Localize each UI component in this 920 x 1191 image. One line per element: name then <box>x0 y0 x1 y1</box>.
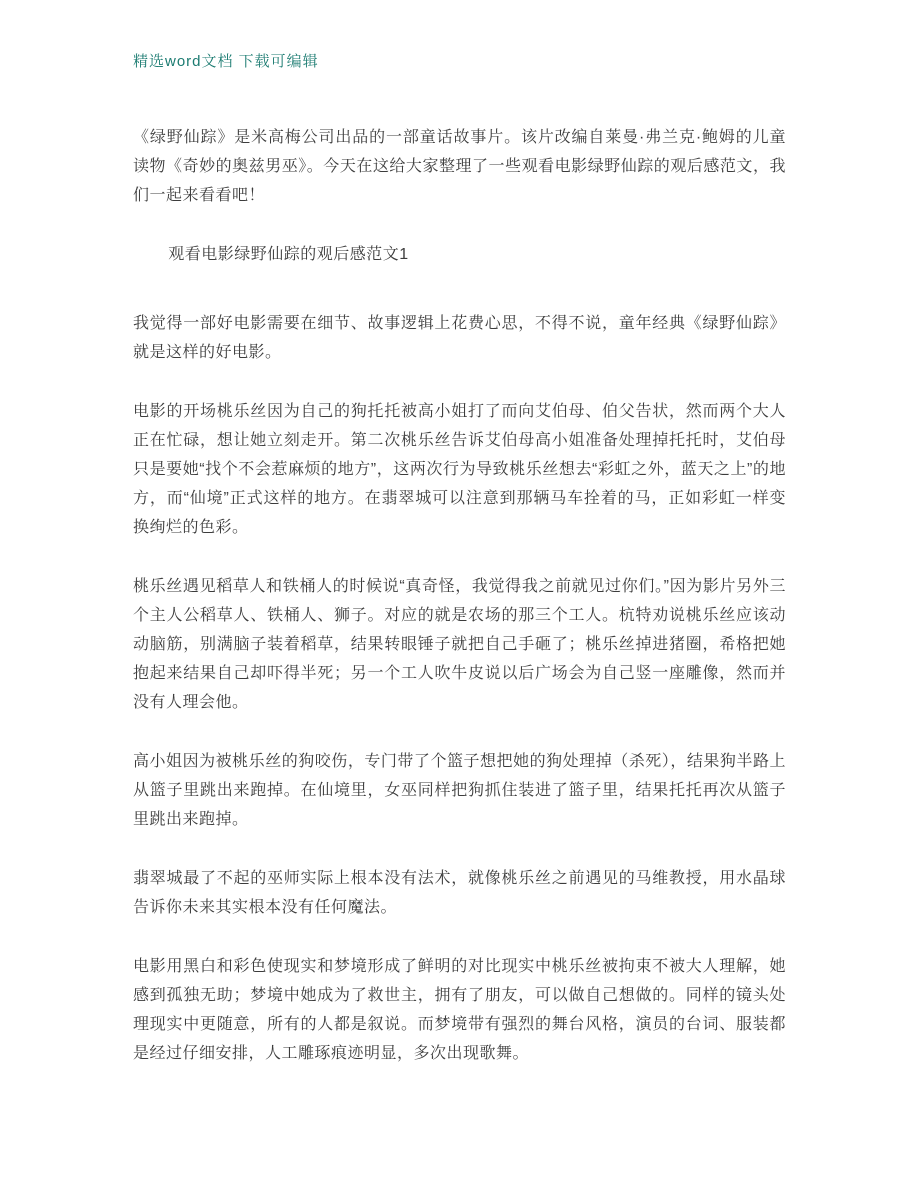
document-body <box>133 123 786 1068</box>
paragraph: 桃乐丝遇见稻草人和铁桶人的时候说“真奇怪，我觉得我之前就见过你们。”因为影片另外三个主人公稻草人、铁桶人、狮子。对应的就是农场的那三个工人。杭特劝说桃乐丝应该动动脑筋，别满脑子装着稻草，结果转眼锤子就把自己手砸了；桃乐丝掉进猪圈，希格把她抱起来结果自己却吓得半死；另一个工人吹牛皮说以后广场会为自己竖一座雕像，然而并没有人理会他。 <box>133 578 786 711</box>
paragraph: 翡翠城最了不起的巫师实际上根本没有法术，就像桃乐丝之前遇见的马维教授，用水晶球告诉你未来其实根本没有任何魔法。 <box>133 870 786 916</box>
paragraph: 我觉得一部好电影需要在细节、故事逻辑上花费心思，不得不说，童年经典《绿野仙踪》就是这样的好电影。 <box>133 315 786 361</box>
paragraph: 电影用黑白和彩色使现实和梦境形成了鲜明的对比现实中桃乐丝被拘束不被大人理解，她感到孤独无助；梦境中她成为了救世主，拥有了朋友，可以做自己想做的。同样的镜头处理现实中更随意，所有的人都是叙说。而梦境带有强烈的舞台风格，演员的台词、服装都是经过仔细安排，人工雕琢痕迹明显，多次出现歌舞。 <box>133 958 786 1062</box>
paragraph: 高小姐因为被桃乐丝的狗咬伤，专门带了个篮子想把她的狗处理掉（杀死），结果狗半路上从篮子里跳出来跑掉。在仙境里，女巫同样把狗抓住装进了篮子里，结果托托再次从篮子里跳出来跑掉。 <box>133 753 786 828</box>
paragraph: 《绿野仙踪》是米高梅公司出品的一部童话故事片。该片改编自莱曼·弗兰克·鲍姆的儿童读物《奇妙的奥兹男巫》。今天在这给大家整理了一些观看电影绿野仙踪的观后感范文，我们一起来看看吧！ <box>133 129 786 204</box>
section-heading: 观看电影绿野仙踪的观后感范文1 <box>168 246 409 263</box>
document-header: 精选word文档 下载可编辑 <box>133 53 319 70</box>
paragraph: 电影的开场桃乐丝因为自己的狗托托被高小姐打了而向艾伯母、伯父告状，然而两个大人正在忙碌，想让她立刻走开。第二次桃乐丝告诉艾伯母高小姐准备处理掉托托时，艾伯母只是要她“找个不会惹麻烦的地方”，这两次行为导致桃乐丝想去“彩虹之外，蓝天之上”的地方，而“仙境”正式这样的地方。在翡翠城可以注意到那辆马车拴着的马，正如彩虹一样变换绚烂的色彩。 <box>133 403 786 536</box>
